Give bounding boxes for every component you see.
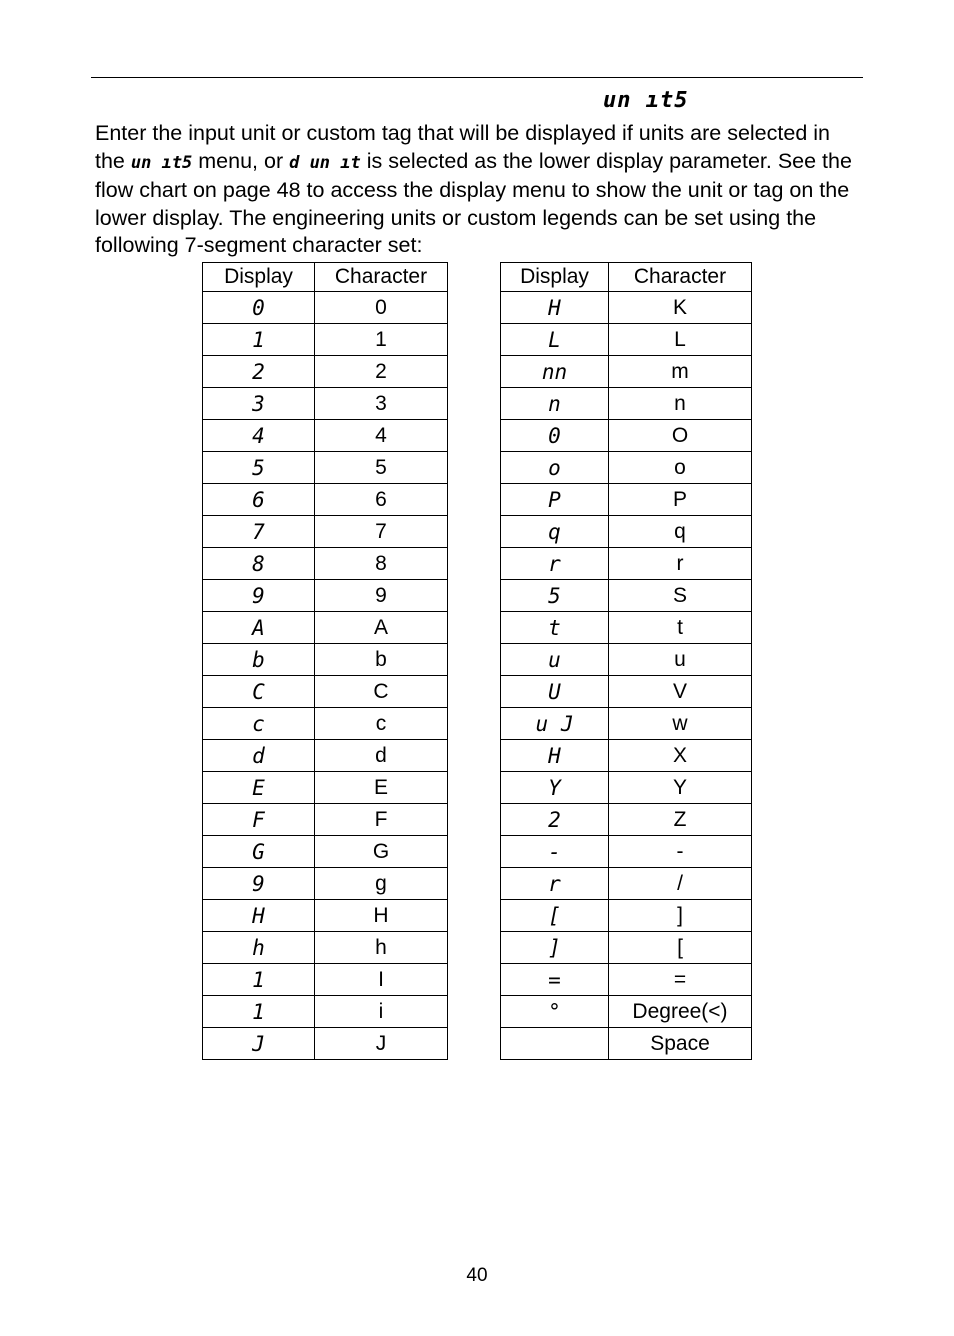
- character-table-left: [202, 262, 448, 1060]
- character-cell: ]: [609, 900, 752, 932]
- segment-display-glyph: 6: [203, 484, 315, 516]
- table-row: [203, 1028, 448, 1060]
- character-cell: n: [609, 388, 752, 420]
- table-row: [203, 996, 448, 1028]
- character-cell: u: [609, 644, 752, 676]
- table-row: [501, 900, 752, 932]
- table-row: [203, 676, 448, 708]
- character-cell: A: [315, 612, 448, 644]
- character-cell: c: [315, 708, 448, 740]
- character-cell: 1: [315, 324, 448, 356]
- character-table-right: [500, 262, 752, 1060]
- character-cell: [: [609, 932, 752, 964]
- segment-display-glyph: 9: [203, 868, 315, 900]
- character-cell: C: [315, 676, 448, 708]
- segment-display-glyph: 2: [203, 356, 315, 388]
- character-cell: h: [315, 932, 448, 964]
- segment-display-glyph: d: [203, 740, 315, 772]
- segment-display-glyph: [501, 1028, 609, 1060]
- table-row: [203, 292, 448, 324]
- top-divider: [91, 77, 863, 78]
- table-row: [203, 484, 448, 516]
- table-row: [501, 292, 752, 324]
- character-cell: i: [315, 996, 448, 1028]
- segment-display-glyph: Y: [501, 772, 609, 804]
- header-character: Character: [315, 263, 448, 292]
- character-cell: q: [609, 516, 752, 548]
- segment-display-glyph: t: [501, 612, 609, 644]
- segment-display-glyph: A: [203, 612, 315, 644]
- segment-display-glyph: 1: [203, 996, 315, 1028]
- header-display: Display: [501, 263, 609, 292]
- character-cell: V: [609, 676, 752, 708]
- segment-display-glyph: u: [501, 644, 609, 676]
- table-row: [501, 676, 752, 708]
- character-cell: -: [609, 836, 752, 868]
- intro-text-3: is selected as the lower display parameter. See the flow chart on page 48 to access the display menu to show the unit or tag on the lower display. The engineering units or custom legends can be set using the following 7-segment character set:: [95, 148, 852, 257]
- segment-display-glyph: 5: [203, 452, 315, 484]
- segment-display-glyph: b: [203, 644, 315, 676]
- table-row: [203, 900, 448, 932]
- table-header-row: [501, 263, 752, 292]
- segment-display-glyph: q: [501, 516, 609, 548]
- table-row: [203, 420, 448, 452]
- table-row: [203, 772, 448, 804]
- segment-display-glyph: 1: [203, 324, 315, 356]
- segment-display-glyph: F: [203, 804, 315, 836]
- intro-paragraph: [95, 120, 865, 260]
- character-cell: g: [315, 868, 448, 900]
- segment-display-glyph: P: [501, 484, 609, 516]
- table-row: [501, 324, 752, 356]
- table-row: [203, 836, 448, 868]
- page-number: 40: [466, 1265, 488, 1286]
- table-row: [501, 836, 752, 868]
- table-row: [501, 388, 752, 420]
- segment-display-glyph: 5: [501, 580, 609, 612]
- table-row: [501, 740, 752, 772]
- left-table-body: [203, 292, 448, 1060]
- intro-text-1: Enter the input unit or custom tag that will be displayed if units are selected in the: [95, 121, 830, 173]
- segment-display-glyph: 4: [203, 420, 315, 452]
- character-cell: m: [609, 356, 752, 388]
- d-unit-code: d un ıt: [289, 152, 361, 173]
- table-row: [501, 548, 752, 580]
- segment-display-glyph: 8: [203, 548, 315, 580]
- character-cell: 8: [315, 548, 448, 580]
- segment-display-glyph: 0: [203, 292, 315, 324]
- character-cell: Space: [609, 1028, 752, 1060]
- segment-display-glyph: 7: [203, 516, 315, 548]
- table-row: [501, 612, 752, 644]
- table-row: [501, 964, 752, 996]
- table-row: [203, 644, 448, 676]
- character-cell: P: [609, 484, 752, 516]
- segment-display-glyph: o: [501, 452, 609, 484]
- table-row: [203, 516, 448, 548]
- table-row: [203, 388, 448, 420]
- segment-display-glyph: [: [501, 900, 609, 932]
- segment-display-glyph: 1: [203, 964, 315, 996]
- table-row: [203, 868, 448, 900]
- segment-display-glyph: G: [203, 836, 315, 868]
- right-table-body: [501, 292, 752, 1060]
- header-character: Character: [609, 263, 752, 292]
- character-cell: t: [609, 612, 752, 644]
- units-menu-heading: un ıt5: [603, 88, 689, 113]
- character-cell: Degree(<): [609, 996, 752, 1028]
- segment-display-glyph: U: [501, 676, 609, 708]
- segment-display-glyph: °: [501, 996, 609, 1028]
- table-row: [501, 580, 752, 612]
- character-cell: J: [315, 1028, 448, 1060]
- character-cell: 3: [315, 388, 448, 420]
- table-row: [501, 772, 752, 804]
- table-row: [203, 708, 448, 740]
- segment-display-glyph: n: [501, 388, 609, 420]
- character-cell: 5: [315, 452, 448, 484]
- segment-display-glyph: C: [203, 676, 315, 708]
- table-row: [501, 644, 752, 676]
- character-cell: 7: [315, 516, 448, 548]
- segment-display-glyph: 3: [203, 388, 315, 420]
- segment-display-glyph: H: [501, 292, 609, 324]
- segment-display-glyph: r: [501, 548, 609, 580]
- table-row: [203, 548, 448, 580]
- character-cell: 6: [315, 484, 448, 516]
- table-header-row: [203, 263, 448, 292]
- character-cell: =: [609, 964, 752, 996]
- character-cell: r: [609, 548, 752, 580]
- character-cell: Z: [609, 804, 752, 836]
- character-cell: F: [315, 804, 448, 836]
- character-cell: H: [315, 900, 448, 932]
- table-row: [501, 804, 752, 836]
- table-row: [501, 452, 752, 484]
- character-cell: Y: [609, 772, 752, 804]
- segment-display-glyph: ]: [501, 932, 609, 964]
- table-row: [501, 932, 752, 964]
- segment-display-glyph: L: [501, 324, 609, 356]
- intro-text-2: menu, or: [192, 148, 290, 173]
- table-row: [501, 708, 752, 740]
- character-cell: 9: [315, 580, 448, 612]
- character-cell: K: [609, 292, 752, 324]
- character-cell: 4: [315, 420, 448, 452]
- segment-display-glyph: H: [501, 740, 609, 772]
- table-row: [203, 580, 448, 612]
- segment-display-glyph: 0: [501, 420, 609, 452]
- table-row: [501, 356, 752, 388]
- table-row: [501, 1028, 752, 1060]
- table-row: [203, 964, 448, 996]
- units-menu-code: un ıt5: [130, 152, 193, 173]
- segment-display-glyph: c: [203, 708, 315, 740]
- table-row: [203, 804, 448, 836]
- header-display: Display: [203, 263, 315, 292]
- segment-display-glyph: 2: [501, 804, 609, 836]
- character-cell: G: [315, 836, 448, 868]
- table-row: [203, 612, 448, 644]
- character-cell: E: [315, 772, 448, 804]
- character-cell: I: [315, 964, 448, 996]
- character-cell: /: [609, 868, 752, 900]
- segment-display-glyph: -: [501, 836, 609, 868]
- character-cell: S: [609, 580, 752, 612]
- table-row: [501, 868, 752, 900]
- segment-display-glyph: =: [501, 964, 609, 996]
- segment-display-glyph: h: [203, 932, 315, 964]
- table-row: [203, 452, 448, 484]
- segment-display-glyph: H: [203, 900, 315, 932]
- segment-display-glyph: nn: [501, 356, 609, 388]
- character-cell: L: [609, 324, 752, 356]
- character-cell: X: [609, 740, 752, 772]
- segment-display-glyph: r: [501, 868, 609, 900]
- table-row: [203, 740, 448, 772]
- table-row: [203, 324, 448, 356]
- segment-display-glyph: J: [203, 1028, 315, 1060]
- character-cell: o: [609, 452, 752, 484]
- character-cell: w: [609, 708, 752, 740]
- character-cell: b: [315, 644, 448, 676]
- table-row: [501, 484, 752, 516]
- table-row: [501, 996, 752, 1028]
- table-row: [501, 516, 752, 548]
- character-cell: 0: [315, 292, 448, 324]
- table-row: [501, 420, 752, 452]
- character-cell: 2: [315, 356, 448, 388]
- table-row: [203, 932, 448, 964]
- segment-display-glyph: u J: [501, 708, 609, 740]
- segment-display-glyph: E: [203, 772, 315, 804]
- character-cell: d: [315, 740, 448, 772]
- segment-display-glyph: 9: [203, 580, 315, 612]
- table-row: [203, 356, 448, 388]
- character-cell: O: [609, 420, 752, 452]
